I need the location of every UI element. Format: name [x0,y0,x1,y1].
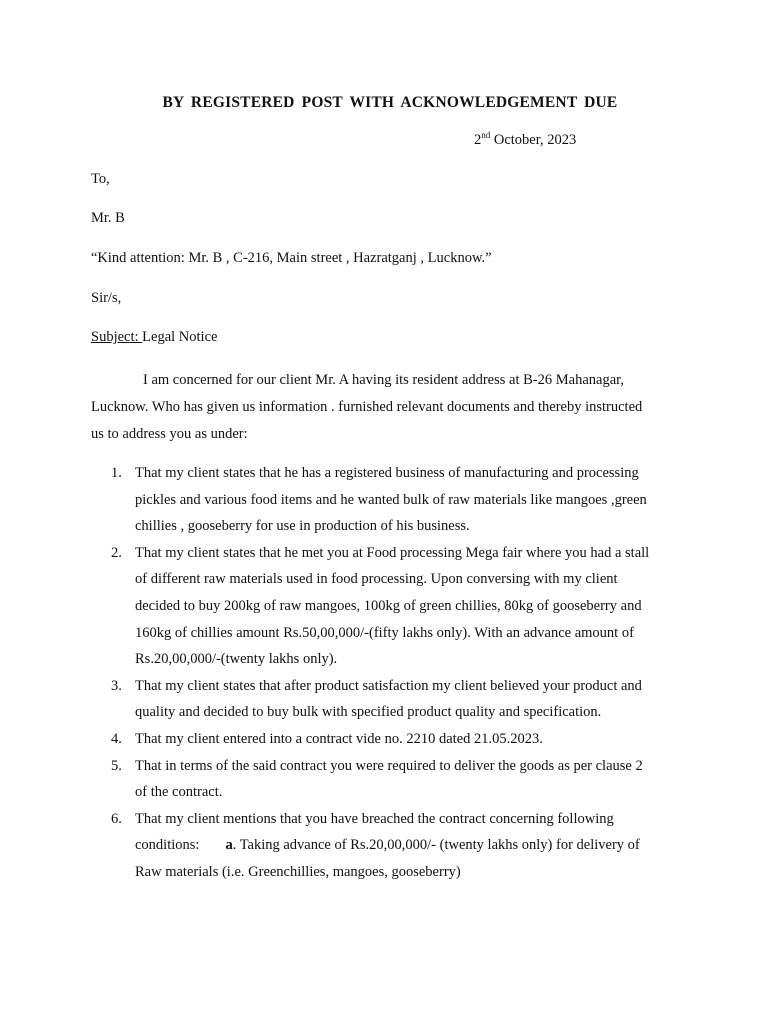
list-item [91,673,681,726]
intro-line: us to address you as under: [91,426,248,442]
conditions-label: conditions: [135,837,200,854]
point-number: 5. [111,757,122,774]
point-line: of different raw materials used in food processing. Upon conversing with my client [135,571,618,588]
point-number: 6. [111,810,122,827]
to-label: To, [91,171,110,187]
point-line: quality and decided to buy bulk with specified product quality and specification. [135,704,602,721]
point-line: of the contract. [135,784,223,801]
subject-line [91,329,217,346]
date-day: 2 [474,131,482,148]
point-line: Rs.20,00,000/-(twenty lakhs only). [135,651,338,668]
point-line: That my client states that he has a registered business of manufacturing and processing [135,465,639,481]
document-heading: BY REGISTERED POST WITH ACKNOWLEDGEMENT DUE [162,94,618,111]
point-line: decided to buy 200kg of raw mangoes, 100kg of green chillies, 80kg of gooseberry and [135,597,642,614]
point-line: That my client states that after product satisfaction my client believed your product and [135,677,642,694]
sub-point-label: a [225,837,233,854]
point-number: 1. [111,465,122,481]
attention-line: “Kind attention: Mr. B , C-216, Main street , Hazratganj , Lucknow.” [91,250,492,266]
point-line: chillies , gooseberry for use in production of his business. [135,518,470,535]
date-rest: October, 2023 [490,131,577,148]
point-line: That my client entered into a contract vide no. 2210 dated 21.05.2023. [135,730,543,747]
list-item [91,726,681,753]
list-item [91,806,681,886]
list-item [91,540,681,673]
point-line: pickles and various food items and he wanted bulk of raw materials like mangoes ,green [135,491,647,508]
point-number: 4. [111,730,122,747]
list-item [91,753,681,806]
date-suffix: nd [481,130,491,140]
document-date [474,130,576,149]
point-line: That in terms of the said contract you were required to deliver the goods as per clause 2 [135,757,643,774]
salutation: Sir/s, [91,290,122,306]
point-subline [135,832,681,859]
intro-line: I am concerned for our client Mr. A having its resident address at B-26 Mahanagar, [143,372,624,388]
point-line: Raw materials (i.e. Greenchillies, mangoes, gooseberry) [135,863,461,880]
subject-text: Legal Notice [142,329,218,345]
numbered-points [91,460,681,886]
point-line: 160kg of chillies amount Rs.50,00,000/-(fifty lakhs only). With an advance amount of [135,624,634,641]
subject-label: Subject: [91,329,143,345]
intro-paragraph [91,367,681,448]
sub-point-text: . Taking advance of Rs.20,00,000/- (twenty lakhs only) for delivery of [232,837,640,854]
intro-line: Lucknow. Who has given us information . furnished relevant documents and thereby instructed [91,399,643,415]
recipient-name: Mr. B [91,210,125,226]
point-line: That my client states that he met you at Food processing Mega fair where you had a stall [135,544,650,561]
list-item [91,460,681,540]
point-number: 3. [111,677,122,694]
point-number: 2. [111,544,122,561]
point-line: That my client mentions that you have breached the contract concerning following [135,810,614,827]
